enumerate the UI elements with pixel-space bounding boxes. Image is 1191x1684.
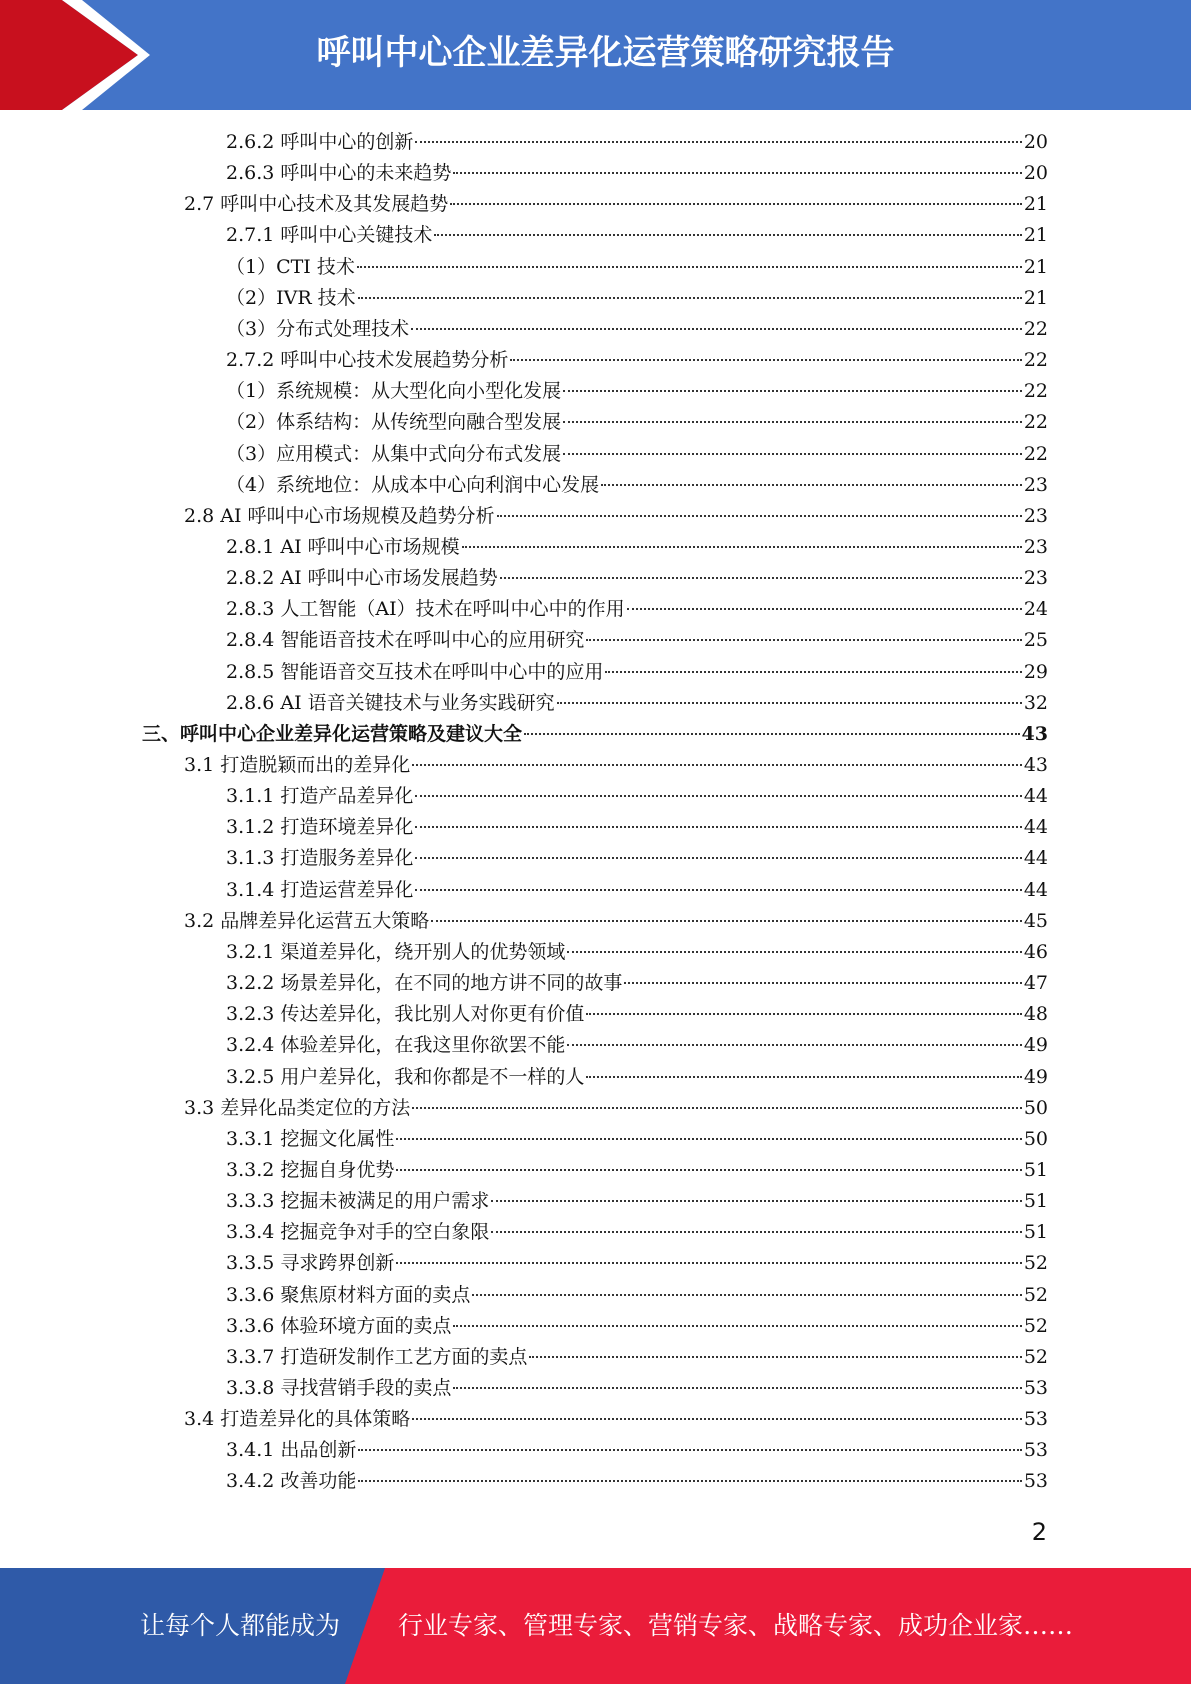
- toc-entry-title: 3.3 差异化品类定位的方法: [184, 1096, 411, 1119]
- toc-dot-leader: [453, 1387, 1021, 1389]
- toc-entry[interactable]: [226, 1124, 1048, 1155]
- toc-entry-page: 23: [1023, 473, 1048, 496]
- toc-entry-title: （1）CTI 技术: [226, 255, 355, 278]
- toc-dot-leader: [586, 1076, 1021, 1078]
- toc-dot-leader: [358, 297, 1022, 299]
- toc-entry-title: （2）IVR 技术: [226, 286, 356, 309]
- toc-dot-leader: [415, 141, 1021, 143]
- toc-entry[interactable]: [226, 158, 1048, 189]
- toc-entry[interactable]: [226, 781, 1048, 812]
- toc-dot-leader: [624, 982, 1021, 984]
- toc-entry-title: 3.3.2 挖掘自身优势: [226, 1158, 395, 1181]
- toc-entry[interactable]: [184, 501, 1048, 532]
- toc-entry-page: 32: [1023, 691, 1048, 714]
- toc-entry-title: 2.8.4 智能语音技术在呼叫中心的应用研究: [226, 629, 585, 652]
- toc-entry[interactable]: [226, 1030, 1048, 1061]
- toc-entry[interactable]: [226, 314, 1048, 345]
- toc-dot-leader: [491, 1231, 1021, 1233]
- toc-entry-title: 三、呼叫中心企业差异化运营策略及建议大全: [142, 722, 523, 745]
- toc-entry-page: 21: [1023, 224, 1048, 247]
- toc-entry-page: 22: [1023, 411, 1048, 434]
- toc-dot-leader: [453, 1325, 1021, 1327]
- toc-entry-page: 22: [1023, 349, 1048, 372]
- toc-entry-title: 3.3.5 寻求跨界创新: [226, 1252, 395, 1275]
- toc-dot-leader: [396, 1262, 1021, 1264]
- toc-entry[interactable]: [226, 657, 1048, 688]
- toc-entry-title: 3.4.1 出品创新: [226, 1439, 357, 1462]
- toc-entry-title: 2.6.2 呼叫中心的创新: [226, 131, 414, 153]
- toc-entry-page: 43: [1021, 722, 1048, 745]
- toc-entry[interactable]: [226, 1186, 1048, 1217]
- toc-entry-page: 29: [1023, 660, 1048, 683]
- toc-entry[interactable]: [184, 906, 1048, 937]
- toc-entry[interactable]: [226, 875, 1048, 906]
- toc-entry-title: 2.7.1 呼叫中心关键技术: [226, 224, 433, 247]
- toc-dot-leader: [431, 920, 1022, 922]
- toc-entry-page: 43: [1023, 754, 1048, 776]
- toc-dot-leader: [601, 484, 1022, 486]
- toc-entry[interactable]: [226, 937, 1048, 968]
- toc-entry-title: 3.4 打造差异化的具体策略: [184, 1408, 411, 1431]
- toc-entry[interactable]: [226, 843, 1048, 874]
- toc-entry[interactable]: [226, 625, 1048, 656]
- toc-dot-leader: [415, 826, 1021, 828]
- toc-entry[interactable]: [226, 594, 1048, 625]
- toc-entry-page: 52: [1023, 1283, 1048, 1306]
- toc-dot-leader: [415, 795, 1021, 797]
- toc-dot-leader: [357, 266, 1022, 268]
- toc-entry[interactable]: [226, 1248, 1048, 1279]
- toc-dot-leader: [563, 421, 1022, 423]
- toc-dot-leader: [586, 1013, 1021, 1015]
- toc-entry[interactable]: [226, 283, 1048, 314]
- toc-entry-title: 3.1 打造脱颖而出的差异化: [184, 754, 411, 776]
- toc-entry-title: 3.1.1 打造产品差异化: [226, 785, 414, 808]
- toc-entry-title: 2.8 AI 呼叫中心市场规模及趋势分析: [184, 504, 495, 527]
- toc-entry[interactable]: [226, 345, 1048, 376]
- toc-entry-page: 53: [1023, 1377, 1048, 1399]
- toc-dot-leader: [450, 203, 1022, 205]
- toc-entry[interactable]: [184, 189, 1048, 220]
- toc-entry-page: 52: [1023, 1252, 1048, 1275]
- toc-entry-title: 2.8.2 AI 呼叫中心市场发展趋势: [226, 567, 498, 590]
- toc-entry-page: 52: [1023, 1345, 1048, 1368]
- toc-entry-title: 3.3.4 挖掘竞争对手的空白象限: [226, 1221, 490, 1244]
- toc-entry-title: 3.2.4 体验差异化，在我这里你欲罢不能: [226, 1034, 566, 1057]
- toc-entry-title: 3.3.8 寻找营销手段的卖点: [226, 1377, 452, 1399]
- toc-entry[interactable]: [184, 1404, 1048, 1435]
- toc-entry-title: 3.1.4 打造运营差异化: [226, 878, 414, 901]
- toc-dot-leader: [497, 515, 1022, 517]
- toc-entry[interactable]: [226, 1373, 1048, 1404]
- toc-entry-page: 20: [1023, 131, 1048, 153]
- toc-dot-leader: [500, 577, 1022, 579]
- toc-entry[interactable]: [226, 252, 1048, 283]
- toc-dot-leader: [586, 639, 1021, 641]
- toc-entry-title: 3.4.2 改善功能: [226, 1470, 357, 1493]
- toc-entry-page: 49: [1023, 1065, 1048, 1088]
- toc-entry[interactable]: [226, 563, 1048, 594]
- toc-entry-page: 44: [1023, 816, 1048, 839]
- toc-entry-page: 52: [1023, 1314, 1048, 1337]
- toc-entry-page: 44: [1023, 847, 1048, 870]
- toc-entry-title: 2.8.3 人工智能（AI）技术在呼叫中心中的作用: [226, 598, 625, 621]
- toc-entry-title: 3.2.5 用户差异化，我和你都是不一样的人: [226, 1065, 585, 1088]
- toc-entry-title: 3.3.6 体验环境方面的卖点: [226, 1314, 452, 1337]
- toc-entry[interactable]: [226, 1062, 1048, 1093]
- toc-entry-page: 23: [1023, 504, 1048, 527]
- toc-entry[interactable]: [226, 1280, 1048, 1311]
- toc-dot-leader: [627, 608, 1022, 610]
- toc-dot-leader: [411, 328, 1022, 330]
- toc-entry-title: 3.3.7 打造研发制作工艺方面的卖点: [226, 1345, 528, 1368]
- toc-entry-title: （2）体系结构：从传统型向融合型发展: [226, 411, 562, 434]
- toc-entry-page: 53: [1023, 1470, 1048, 1493]
- toc-entry[interactable]: [226, 1217, 1048, 1248]
- toc-entry[interactable]: [184, 1093, 1048, 1124]
- toc-entry-page: 22: [1023, 380, 1048, 403]
- toc-entry[interactable]: [226, 1342, 1048, 1373]
- toc-dot-leader: [462, 546, 1022, 548]
- toc-dot-leader: [358, 1449, 1021, 1451]
- toc-entry[interactable]: [226, 407, 1048, 438]
- toc-dot-leader: [510, 359, 1021, 361]
- page-header: [0, 0, 1191, 110]
- toc-dot-leader: [412, 1418, 1022, 1420]
- toc-entry-title: 2.6.3 呼叫中心的未来趋势: [226, 162, 452, 185]
- toc-entry[interactable]: [226, 688, 1048, 719]
- toc-entry-title: 3.2.1 渠道差异化，绕开别人的优势领域: [226, 940, 566, 963]
- toc-entry-page: 51: [1023, 1221, 1048, 1244]
- toc-dot-leader: [472, 1294, 1021, 1296]
- toc-entry-title: 3.3.6 聚焦原材料方面的卖点: [226, 1283, 471, 1306]
- toc-entry[interactable]: [226, 127, 1048, 158]
- toc-entry-page: 44: [1023, 878, 1048, 901]
- toc-entry-title: （3）分布式处理技术: [226, 317, 410, 340]
- toc-dot-leader: [415, 857, 1021, 859]
- toc-dot-leader: [412, 764, 1022, 766]
- toc-entry-page: 23: [1023, 567, 1048, 590]
- toc-dot-leader: [605, 671, 1021, 673]
- toc-entry-page: 21: [1023, 286, 1048, 309]
- toc-entry[interactable]: [142, 719, 1048, 750]
- toc-entry[interactable]: [226, 439, 1048, 470]
- toc-dot-leader: [434, 234, 1021, 236]
- toc-dot-leader: [358, 1480, 1021, 1482]
- toc-entry-title: 2.8.1 AI 呼叫中心市场规模: [226, 535, 460, 558]
- toc-dot-leader: [415, 889, 1021, 891]
- toc-entry[interactable]: [226, 1311, 1048, 1342]
- toc-entry-title: （1）系统规模：从大型化向小型化发展: [226, 380, 562, 403]
- toc-entry-title: （4）系统地位：从成本中心向利润中心发展: [226, 473, 600, 496]
- toc-entry-page: 53: [1023, 1408, 1048, 1431]
- toc-entry-title: 3.1.2 打造环境差异化: [226, 816, 414, 839]
- toc-entry-title: 2.8.6 AI 语音关键技术与业务实践研究: [226, 691, 555, 714]
- document-title: 呼叫中心企业差异化运营策略研究报告: [316, 33, 895, 73]
- toc-entry-page: 23: [1023, 535, 1048, 558]
- toc-dot-leader: [563, 390, 1022, 392]
- toc-entry-page: 46: [1023, 940, 1048, 963]
- toc-entry[interactable]: [226, 1435, 1048, 1466]
- toc-entry-page: 45: [1023, 909, 1048, 932]
- toc-entry[interactable]: [226, 999, 1048, 1030]
- toc-dot-leader: [557, 702, 1022, 704]
- toc-entry-title: 2.7 呼叫中心技术及其发展趋势: [184, 193, 449, 216]
- footer-slogan-left: 让每个人都能成为: [140, 1611, 341, 1640]
- toc-entry-page: 44: [1023, 785, 1048, 808]
- toc-entry[interactable]: [226, 376, 1048, 407]
- toc-entry[interactable]: [226, 968, 1048, 999]
- toc-entry-title: 2.7.2 呼叫中心技术发展趋势分析: [226, 349, 509, 372]
- toc-dot-leader: [491, 1200, 1021, 1202]
- toc-entry-page: 22: [1023, 317, 1048, 340]
- toc-entry[interactable]: [184, 750, 1048, 781]
- toc-dot-leader: [567, 951, 1021, 953]
- toc-dot-leader: [453, 172, 1021, 174]
- toc-dot-leader: [412, 1107, 1022, 1109]
- toc-dot-leader: [529, 1356, 1021, 1358]
- toc-entry-page: 21: [1023, 255, 1048, 278]
- toc-dot-leader: [396, 1169, 1021, 1171]
- toc-dot-leader: [396, 1138, 1021, 1140]
- toc-dot-leader: [563, 453, 1022, 455]
- toc-entry-page: 47: [1023, 972, 1048, 995]
- toc-entry-title: （3）应用模式：从集中式向分布式发展: [226, 442, 562, 465]
- toc-entry-title: 3.2 品牌差异化运营五大策略: [184, 909, 430, 932]
- page-footer: [0, 1568, 1191, 1684]
- toc-entry[interactable]: [226, 1155, 1048, 1186]
- toc-entry-page: 20: [1023, 162, 1048, 185]
- footer-slogan-right: 行业专家、管理专家、营销专家、战略专家、成功企业家……: [398, 1611, 1074, 1640]
- toc-entry-page: 51: [1023, 1190, 1048, 1213]
- toc-entry-page: 25: [1023, 629, 1048, 652]
- toc-entry[interactable]: [226, 812, 1048, 843]
- toc-entry-page: 51: [1023, 1158, 1048, 1181]
- toc-dot-leader: [524, 733, 1020, 735]
- toc-entry-page: 21: [1023, 193, 1048, 216]
- toc-entry-page: 50: [1023, 1096, 1048, 1119]
- toc-entry-title: 3.2.3 传达差异化，我比别人对你更有价值: [226, 1003, 585, 1026]
- toc-entry-page: 49: [1023, 1034, 1048, 1057]
- toc-entry[interactable]: [226, 470, 1048, 501]
- toc-entry[interactable]: [226, 220, 1048, 251]
- toc-entry[interactable]: [226, 1466, 1048, 1497]
- toc-entry-title: 3.3.1 挖掘文化属性: [226, 1127, 395, 1150]
- toc-entry-page: 24: [1023, 598, 1048, 621]
- toc-entry-title: 3.3.3 挖掘未被满足的用户需求: [226, 1190, 490, 1213]
- toc-entry-page: 50: [1023, 1127, 1048, 1150]
- toc-entry-title: 3.1.3 打造服务差异化: [226, 847, 414, 870]
- toc-entry-page: 48: [1023, 1003, 1048, 1026]
- toc-entry[interactable]: [226, 532, 1048, 563]
- toc-entry-page: 22: [1023, 442, 1048, 465]
- page-number: 2: [1031, 1518, 1047, 1546]
- toc-entry-title: 2.8.5 智能语音交互技术在呼叫中心中的应用: [226, 660, 604, 683]
- toc-dot-leader: [567, 1044, 1021, 1046]
- toc-entry-title: 3.2.2 场景差异化，在不同的地方讲不同的故事: [226, 972, 623, 995]
- toc-entry-page: 53: [1023, 1439, 1048, 1462]
